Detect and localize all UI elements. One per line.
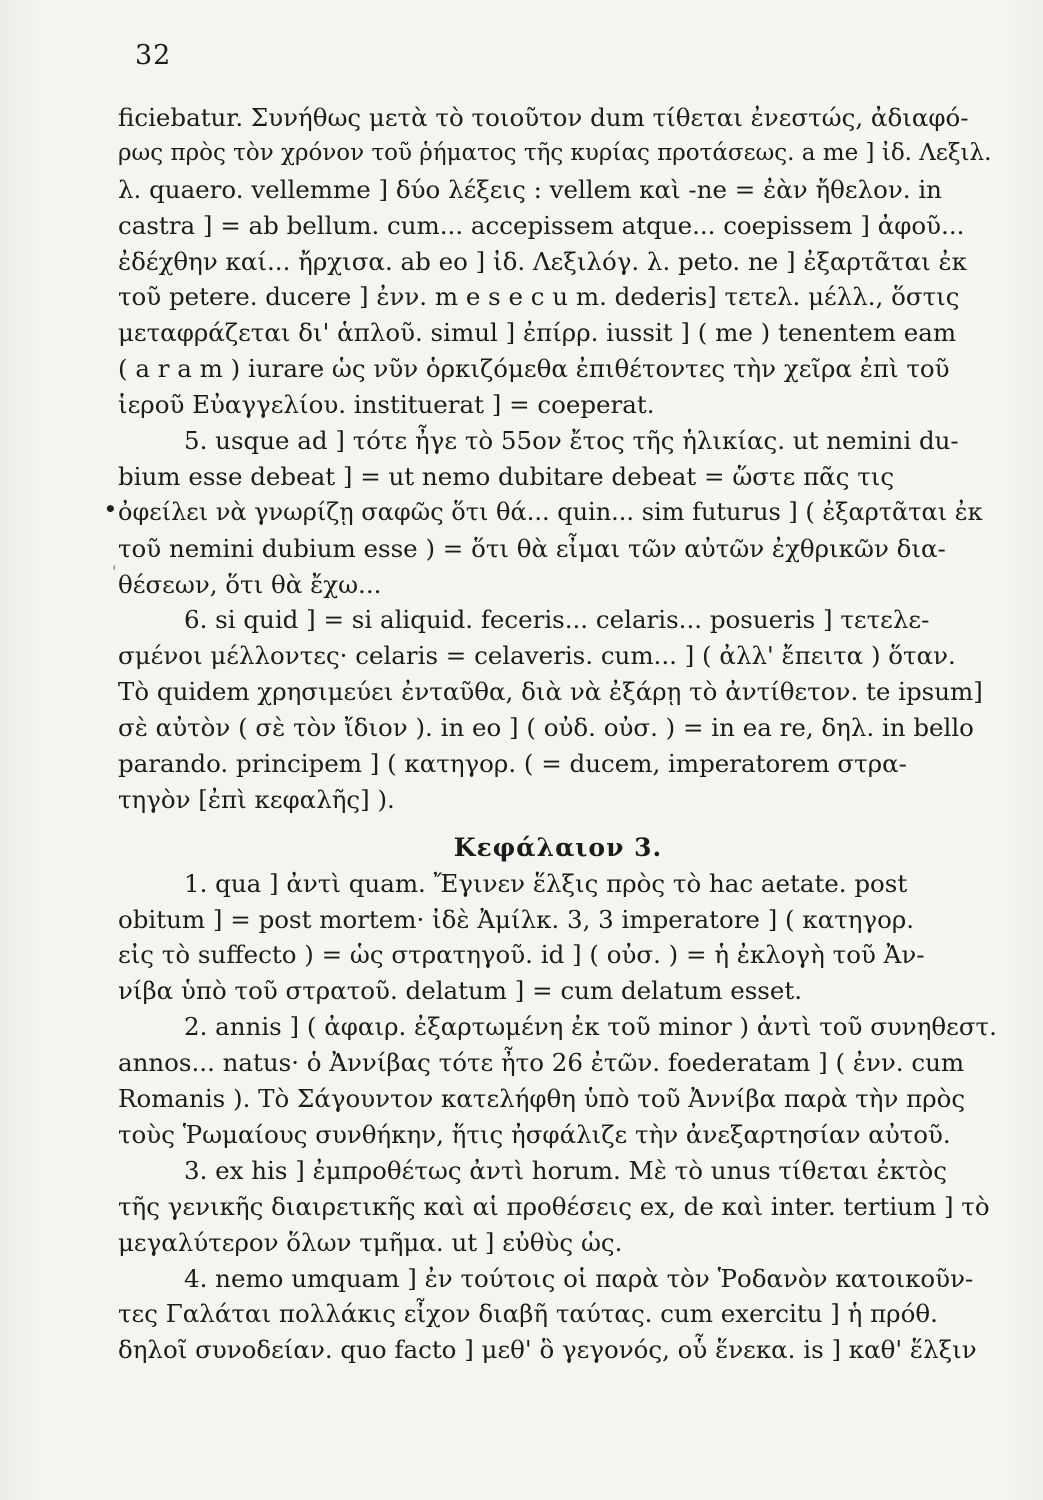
text-line: λ. quaero. vellemme ] δύο λέξεις : vellem καὶ -ne = ἐὰν ἤθελον. in — [118, 174, 942, 204]
commentary-text — [118, 100, 998, 1368]
paragraph-5 — [118, 423, 998, 602]
margin-dot-mark: • — [104, 497, 117, 521]
text-line: σμένοι μέλλοντες· celaris = celaveris. cum... ] ( ἀλλ' ἔπειτα ) ὅταν. — [118, 641, 956, 671]
text-line: Romanis ). Τὸ Σάγουντον κατελήφθη ὑπὸ τοῦ Ἀννίβα παρὰ τὴν πρὸς — [118, 1084, 966, 1114]
text-line: 1. qua ] ἀντὶ quam. Ἔγινεν ἕλξις πρὸς τὸ hac aetate. post — [184, 868, 908, 898]
chapter-paragraph-3 — [118, 1153, 998, 1261]
text-line: τῆς γενικῆς διαιρετικῆς καὶ αἱ προθέσεις ex, de καὶ inter. tertium ] τὸ — [118, 1191, 990, 1221]
text-line: 4. nemo umquam ] ἐν τούτοις οἱ παρὰ τὸν Ῥοδανὸν κατοικοῦν- — [184, 1263, 974, 1293]
text-line: 2. annis ] ( ἀφαιρ. ἐξαρτωμένη ἐκ τοῦ minor ) ἀντὶ τοῦ συνηθεστ. — [184, 1012, 997, 1042]
text-line: τηγὸν [ἐπὶ κεφαλῆς] ). — [118, 784, 395, 814]
margin-tick-mark: ' — [112, 562, 117, 581]
text-line: ρως πρὸς τὸν χρόνον τοῦ ῥήματος τῆς κυρίας προτάσεως. a me ] ἰδ. Λεξιλ. — [118, 139, 992, 166]
text-line: τοὺς Ῥωμαίους συνθήκην, ἥτις ἠσφάλιζε τὴν ἀνεξαρτησίαν αὐτοῦ. — [118, 1119, 951, 1149]
chapter-heading: Κεφάλαιον 3. — [453, 832, 663, 862]
page-number: 32 — [135, 40, 172, 71]
text-line: εἰς τὸ suffecto ) = ὡς στρατηγοῦ. id ] ( οὐσ. ) = ἡ ἐκλογὴ τοῦ Ἀν- — [118, 940, 925, 970]
text-line: τες Γαλάται πολλάκις εἶχον διαβῆ ταύτας. cum exercitu ] ἡ πρόθ. — [118, 1299, 938, 1329]
text-line: bium esse debeat ] = ut nemo dubitare debeat = ὥστε πᾶς τις — [118, 461, 895, 491]
text-line: castra ] = ab bellum. cum... accepissem atque... coepissem ] ἀφοῦ... — [118, 210, 965, 240]
chapter-paragraph-4 — [118, 1261, 998, 1369]
paragraph-6 — [118, 602, 998, 817]
text-line: θέσεων, ὅτι θὰ ἔχω... — [118, 569, 382, 599]
text-line: μεγαλύτερον ὅλων τμῆμα. ut ] εὐθὺς ὡς. — [118, 1227, 623, 1257]
text-line: ἐδέχθην καί... ἤρχισα. ab eo ] ἰδ. Λεξιλόγ. λ. peto. ne ] ἐξαρτᾶται ἐκ — [118, 246, 967, 276]
text-line: 5. usque ad ] τότε ἦγε τὸ 55ον ἔτος τῆς ἡλικίας. ut nemini du- — [184, 426, 959, 456]
chapter-paragraph-2 — [118, 1009, 998, 1153]
text-line: ( a r a m ) iurare ὡς νῦν ὁρκιζόμεθα ἐπιθέτοντες τὴν χεῖρα ἐπὶ τοῦ — [118, 354, 950, 384]
text-line: 3. ex his ] ἐμπροθέτως ἀντὶ horum. Μὲ τὸ unus τίθεται ἐκτὸς — [184, 1155, 948, 1185]
text-line: μεταφράζεται δι' ἁπλοῦ. simul ] ἐπίρρ. iussit ] ( me ) tenentem eam — [118, 318, 957, 348]
chapter-paragraph-1 — [118, 866, 998, 1010]
paragraph-continuation — [118, 100, 998, 423]
text-line: τοῦ nemini dubium esse ) = ὅτι θὰ εἶμαι τῶν αὐτῶν ἐχθρικῶν δια- — [118, 533, 946, 563]
text-line: 6. si quid ] = si aliquid. feceris... celaris... posueris ] τετελε- — [184, 605, 930, 635]
text-line: ὀφείλει νὰ γνωρίζῃ σαφῶς ὅτι θά... quin... sim futurus ] ( ἐξαρτᾶται ἐκ — [118, 497, 983, 526]
text-line: νίβα ὑπὸ τοῦ στρατοῦ. delatum ] = cum delatum esset. — [118, 976, 803, 1006]
text-line: τοῦ petere. ducere ] ἐνν. m e s e c u m. dederis] τετελ. μέλλ., ὅστις — [118, 282, 960, 312]
text-line: ficiebatur. Συνήθως μετὰ τὸ τοιοῦτον dum τίθεται ἐνεστώς, ἀδιαφό- — [118, 103, 969, 132]
text-line: parando. principem ] ( κατηγορ. ( = ducem, imperatorem στρα- — [118, 749, 907, 779]
text-line: Τὸ quidem χρησιμεύει ἐνταῦθα, διὰ νὰ ἐξάρῃ τὸ ἀντίθετον. te ipsum] — [118, 677, 983, 707]
text-line: ἱεροῦ Εὐαγγελίου. instituerat ] = coeperat. — [118, 390, 655, 420]
text-line: δηλοῖ συνοδείαν. quo facto ] μεθ' ὃ γεγονός, οὗ ἕνεκα. is ] καθ' ἕλξιν — [118, 1335, 977, 1365]
text-line: annos... natus· ὁ Ἀννίβας τότε ἦτο 26 ἐτῶν. foederatam ] ( ἐνν. cum — [118, 1048, 965, 1078]
text-line: obitum ] = post mortem· ἰδὲ Ἀμίλκ. 3, 3 imperatore ] ( κατηγορ. — [118, 904, 915, 934]
text-line: σὲ αὐτὸν ( σὲ τὸν ἴδιον ). in eo ] ( οὐδ. οὐσ. ) = in ea re, δηλ. in bello — [118, 713, 974, 743]
